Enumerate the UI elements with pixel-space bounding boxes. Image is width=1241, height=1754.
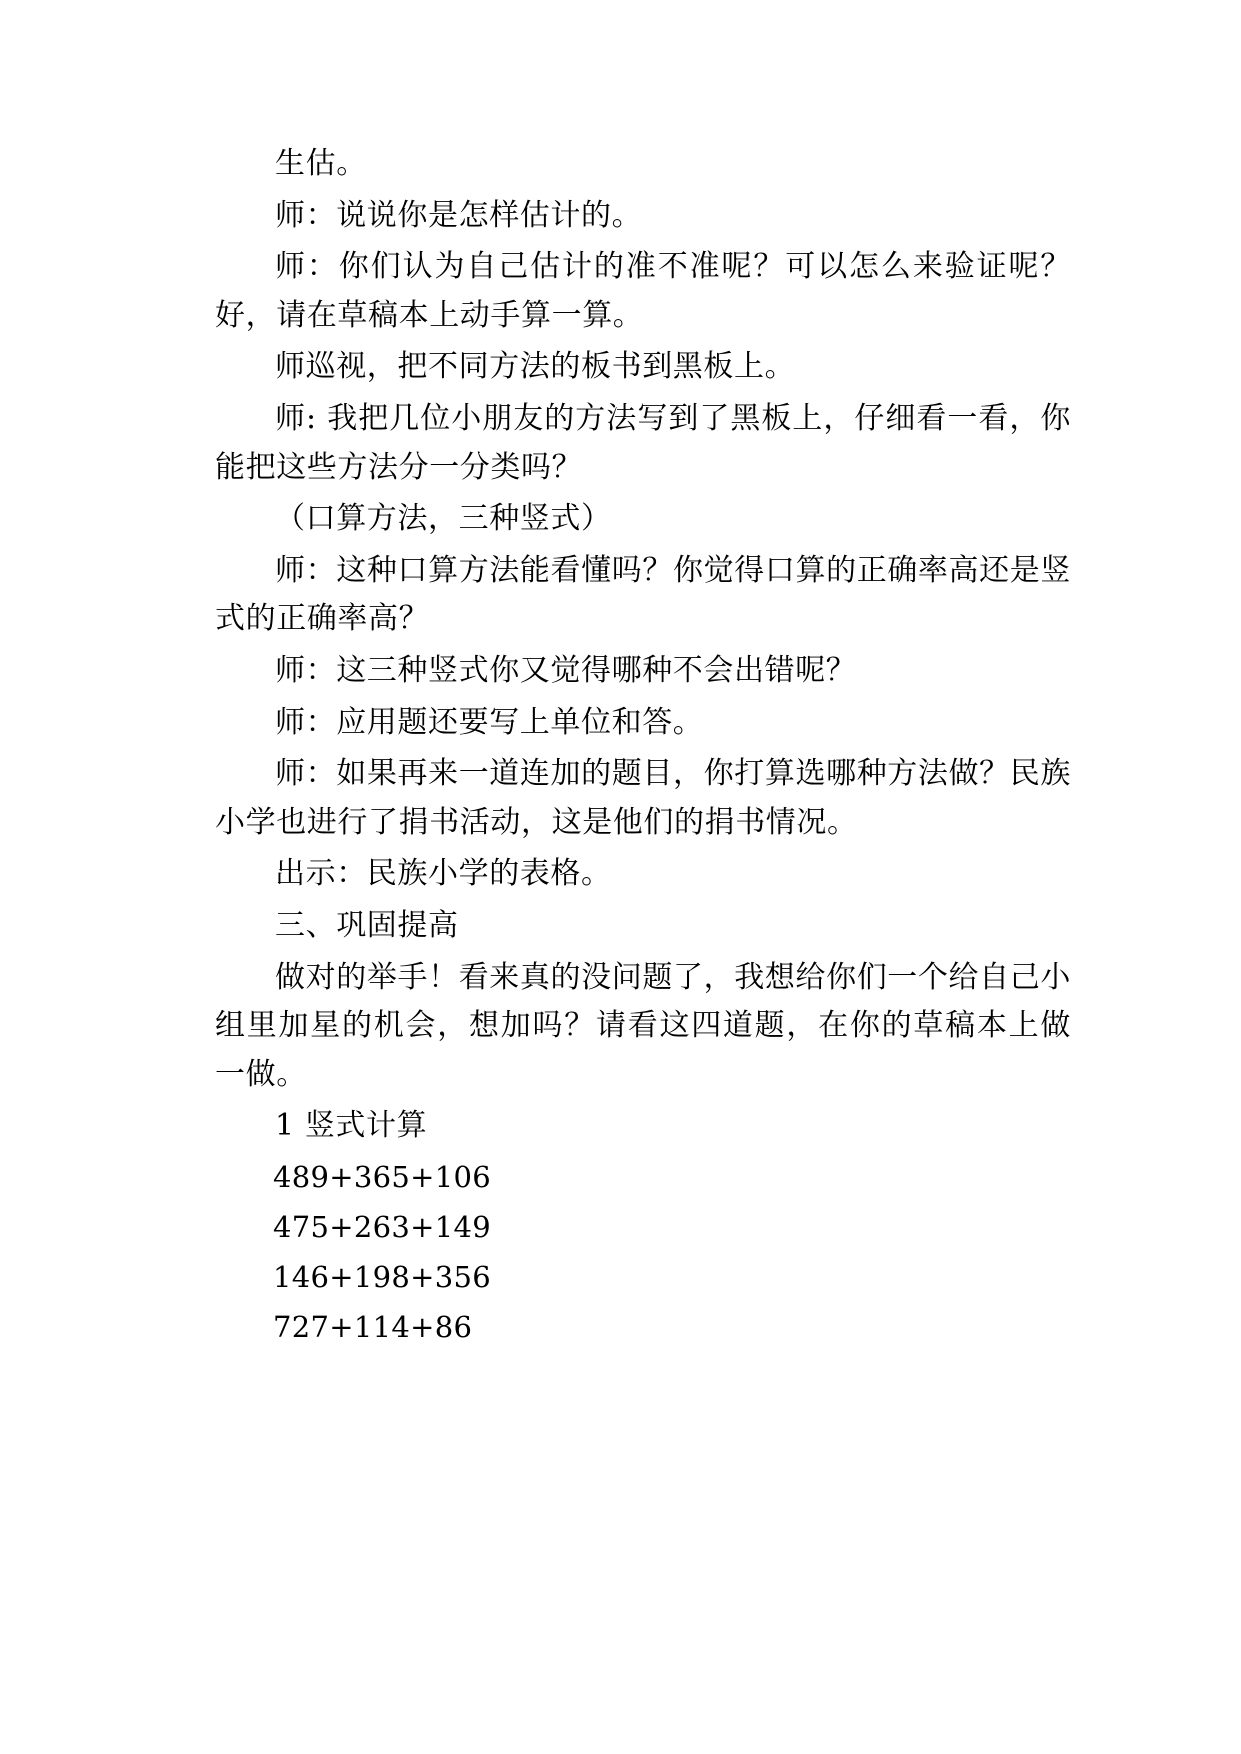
equation-item: 146+198+356: [273, 1259, 491, 1294]
document-body: [215, 140, 1071, 1351]
paragraph: （口算方法，三种竖式）: [275, 501, 612, 537]
equation-item: 475+263+149: [273, 1209, 491, 1244]
paragraph: 师：说说你是怎样估计的。: [275, 197, 643, 233]
paragraph: 师：如果再来一道连加的题目，你打算选哪种方法做？民族小学也进行了捐书活动，这是他们的捐书情况。: [215, 756, 1071, 840]
paragraph: 生估。: [275, 146, 367, 181]
section-heading: 三、巩固提高: [275, 907, 459, 943]
paragraph: 师: 我把几位小朋友的方法写到了黑板上，仔细看一看，你能把这些方法分一分类吗？: [215, 400, 1071, 485]
paragraph: 出示：民族小学的表格。: [275, 856, 612, 892]
equation-item: 489+365+106: [273, 1159, 491, 1194]
exercise-heading: 1 竖式计算: [275, 1108, 428, 1144]
paragraph: 师巡视，把不同方法的板书到黑板上。: [275, 349, 796, 385]
paragraph: 师：你们认为自己估计的准不准呢？可以怎么来验证呢？好，请在草稿本上动手算一算。: [215, 249, 1071, 333]
paragraph: 师：这三种竖式你又觉得哪种不会出错呢？: [275, 652, 857, 688]
paragraph: 做对的举手！看来真的没问题了，我想给你们一个给自己小组里加星的机会，想加吗？请看这四道题，在你的草稿本上做一做。: [215, 959, 1071, 1092]
paragraph: 师：这种口算方法能看懂吗？你觉得口算的正确率高还是竖式的正确率高？: [215, 552, 1071, 637]
paragraph: 师：应用题还要写上单位和答。: [275, 704, 704, 740]
equation-item: 727+114+86: [273, 1309, 473, 1344]
